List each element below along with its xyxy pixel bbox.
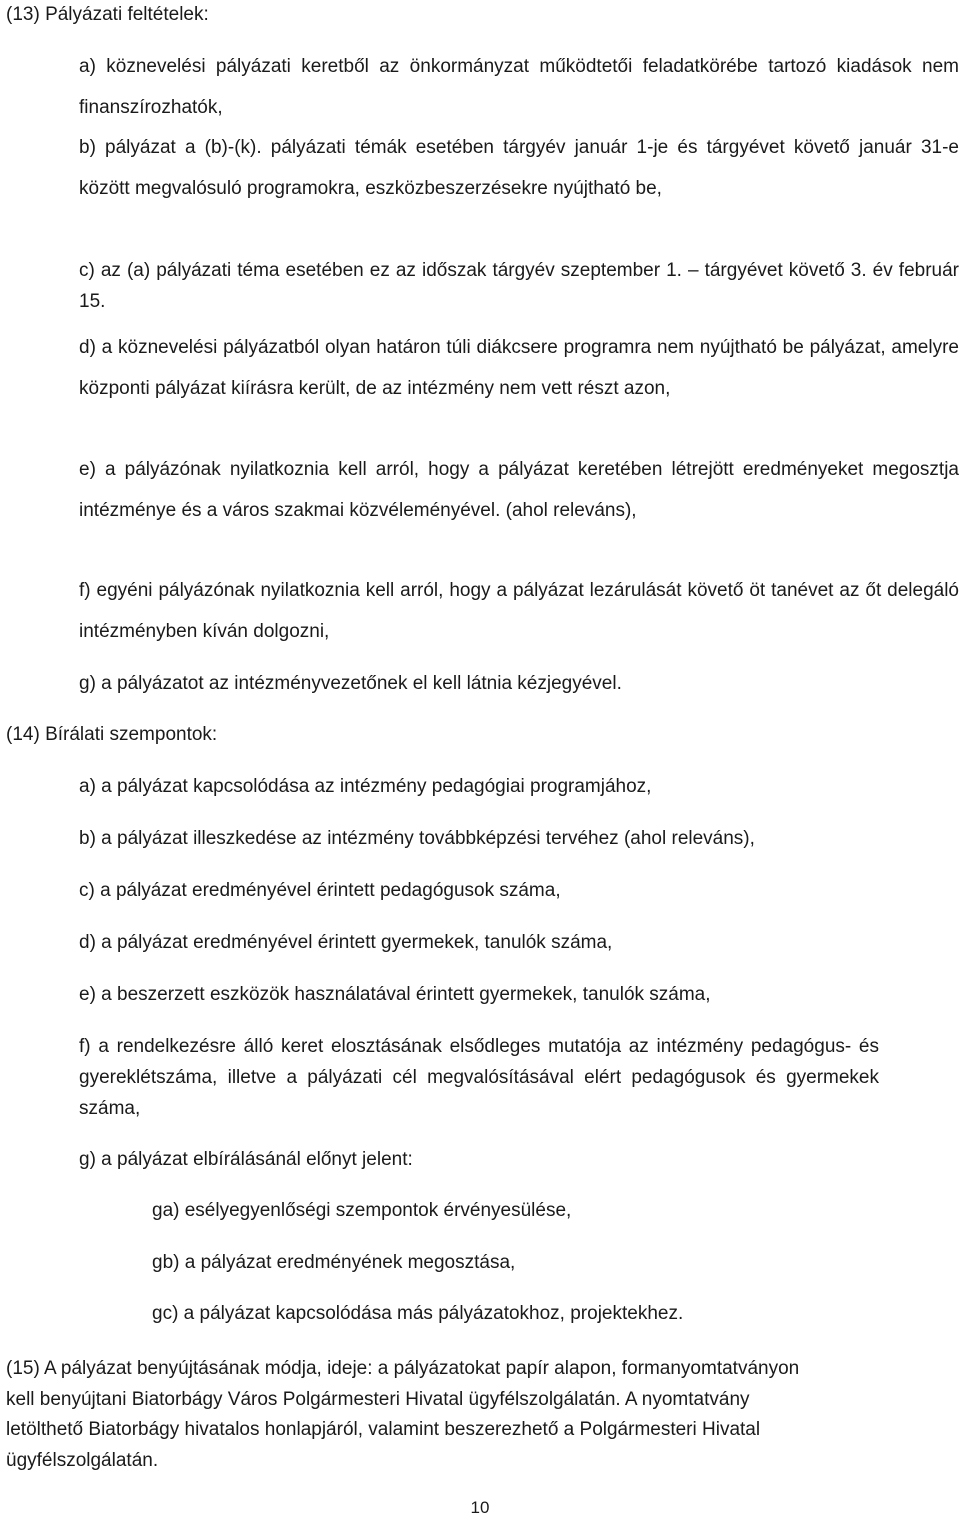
condition-c: c) az (a) pályázati téma esetében ez az időszak tárgyév szeptember 1. – tárgyévet követő 3. év február 15. [79, 260, 959, 312]
page-number: 10 [470, 1498, 490, 1517]
condition-a: a) köznevelési pályázati keretből az önkormányzat működtetői feladatkörébe tartozó kiadások nem finanszírozhatók, [79, 56, 959, 118]
criterion-c: c) a pályázat eredményével érintett pedagógusok száma, [79, 880, 561, 901]
section-15-paragraph: (15) A pályázat benyújtásának módja, ideje: a pályázatokat papír alapon, formanyomtatványon kell benyújtani Biatorbágy Város Polgármesteri Hivatal ügyfélszolgálatán. A nyomtatvány letölthető Biatorbágy hivatalos honlapjáról, valamint beszerezhető a Polgármesteri Hivatal ügyfélszolgálatán. [6, 1358, 800, 1471]
condition-b: b) pályázat a (b)-(k). pályázati témák esetében tárgyév január 1-je és tárgyévet követő január 31-e között megvalósuló programokra, eszközbeszerzésekre nyújtható be, [79, 137, 959, 199]
criterion-gc: gc) a pályázat kapcsolódása más pályázatokhoz, projektekhez. [152, 1303, 684, 1324]
condition-f: f) egyéni pályázónak nyilatkoznia kell arról, hogy a pályázat lezárulását követő öt tanévet az őt delegáló intézményben kíván dolgozni, [79, 580, 959, 642]
section-14-heading: (14) Bírálati szempontok: [6, 724, 218, 745]
criterion-ga: ga) esélyegyenlőségi szempontok érvényesülése, [152, 1200, 572, 1221]
criterion-e: e) a beszerzett eszközök használatával érintett gyermekek, tanulók száma, [79, 984, 711, 1005]
criterion-d: d) a pályázat eredményével érintett gyermekek, tanulók száma, [79, 932, 613, 953]
condition-e: e) a pályázónak nyilatkoznia kell arról, hogy a pályázat keretében létrejött eredményeket megosztja intézménye és a város szakmai közvéleményével. (ahol releváns), [79, 459, 959, 521]
criterion-f: f) a rendelkezésre álló keret elosztásának elsődleges mutatója az intézmény pedagógus- és gyereklétszáma, illetve a pályázati cél megvalósításával elért pedagógusok és gyermekek száma, [79, 1036, 879, 1119]
criterion-b: b) a pályázat illeszkedése az intézmény továbbképzési tervéhez (ahol releváns), [79, 828, 755, 849]
criterion-gb: gb) a pályázat eredményének megosztása, [152, 1252, 516, 1273]
criterion-a: a) a pályázat kapcsolódása az intézmény pedagógiai programjához, [79, 776, 652, 797]
criterion-g: g) a pályázat elbírálásánál előnyt jelent: [79, 1149, 413, 1170]
section-13-heading: (13) Pályázati feltételek: [6, 4, 209, 25]
condition-d: d) a köznevelési pályázatból olyan határon túli diákcsere programra nem nyújtható be pályázat, amelyre központi pályázat kiírásra került, de az intézmény nem vett részt azon, [79, 337, 959, 399]
condition-g: g) a pályázatot az intézményvezetőnek el kell látnia kézjegyével. [79, 673, 622, 694]
